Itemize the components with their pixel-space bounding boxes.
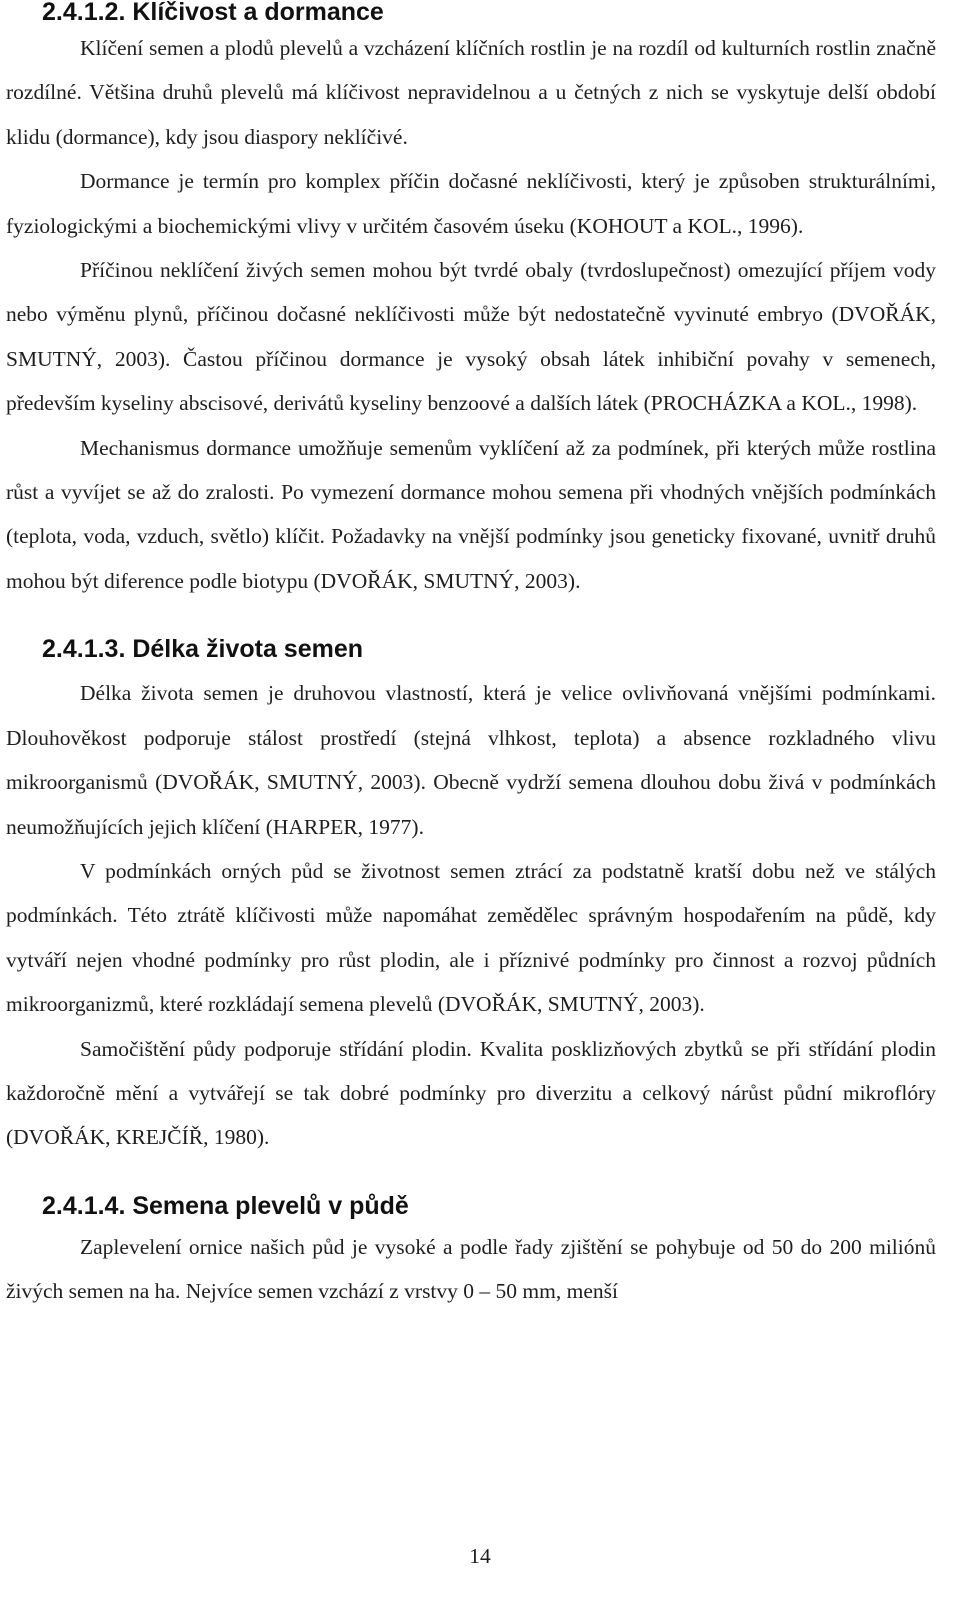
paragraph: Mechanismus dormance umožňuje semenům vyklíčení až za podmínek, při kterých může rostlina růst a vyvíjet se až do zralosti. Po vymezení dormance mohou semena při vhodných vnějších podmínkách (teplota, voda, vzduch, světlo) klíčit. Požadavky na vnější podmínky jsou geneticky fixované, uvnitř druhů mohou být diference podle biotypu (DVOŘÁK, SMUTNÝ, 2003). (6, 435, 936, 593)
page-number: 14 (469, 1544, 491, 1568)
paragraph: Dormance je termín pro komplex příčin dočasné neklíčivosti, který je způsoben strukturálními, fyziologickými a biochemickými vlivy v určitém časovém úseku (KOHOUT a KOL., 1996). (6, 169, 936, 238)
paragraph: Délka života semen je druhovou vlastností, která je velice ovlivňovaná vnějšími podmínkami. Dlouhověkost podporuje stálost prostředí (stejná vlhkost, teplota) a absence rozkladného vlivu mikroorganismů (DVOŘÁK, SMUTNÝ, 2003). Obecně vydrží semena dlouhou dobu živá v podmínkách neumožňujících jejich klíčení (HARPER, 1977). (6, 681, 936, 839)
section-heading: 2.4.1.3. Délka života semen (42, 635, 364, 664)
section-seed-lifespan (6, 633, 936, 1159)
paragraph: Příčinou neklíčení živých semen mohou být tvrdé obaly (tvrdoslupečnost) omezující příjem vody nebo výměnu plynů, příčinou dočasné neklíčivosti může být nedostatečně vyvinuté embryo (DVOŘÁK, SMUTNÝ, 2003). Častou příčinou dormance je vysoký obsah látek inhibiční povahy v semenech, především kyseliny abscisové, derivátů kyseliny benzoové a dalších látek (PROCHÁZKA a KOL., 1998). (6, 258, 936, 416)
paragraph: V podmínkách orných půd se životnost semen ztrácí za podstatně kratší dobu než ve stálých podmínkách. Této ztrátě klíčivosti může napomáhat zemědělec správným hospodařením na půdě, kdy vytváří nejen vhodné podmínky pro růst plodin, ale i příznivé podmínky pro činnost a rozvoj půdních mikroorganizmů, které rozkládají semena plevelů (DVOŘÁK, SMUTNÝ, 2003). (6, 858, 936, 1017)
section-germination-dormancy (6, 0, 936, 603)
page-content (6, 0, 936, 1314)
paragraph: Klíčení semen a plodů plevelů a vzcházení klíčních rostlin je na rozdíl od kulturních rostlin značně rozdílné. Většina druhů plevelů má klíčivost nepravidelnou a u četných z nich se vyskytuje delší období klidu (dormance), kdy jsou diaspory neklíčivé. (6, 36, 936, 149)
section-weed-seeds-in-soil (6, 1190, 936, 1314)
paragraph: Zaplevelení ornice našich půd je vysoké a podle řady zjištění se pohybuje od 50 do 200 miliónů živých semen na ha. Nejvíce semen vzchází z vrstvy 0 – 50 mm, menší (6, 1234, 936, 1304)
section-heading: 2.4.1.2. Klíčivost a dormance (42, 0, 384, 26)
section-heading: 2.4.1.4. Semena plevelů v půdě (42, 1191, 409, 1220)
paragraph: Samočištění půdy podporuje střídání plodin. Kvalita posklizňových zbytků se při střídání plodin každoročně mění a vytvářejí se tak dobré podmínky pro diverzitu a celkový nárůst půdní mikroflóry (DVOŘÁK, KREJČÍŘ, 1980). (6, 1036, 936, 1150)
